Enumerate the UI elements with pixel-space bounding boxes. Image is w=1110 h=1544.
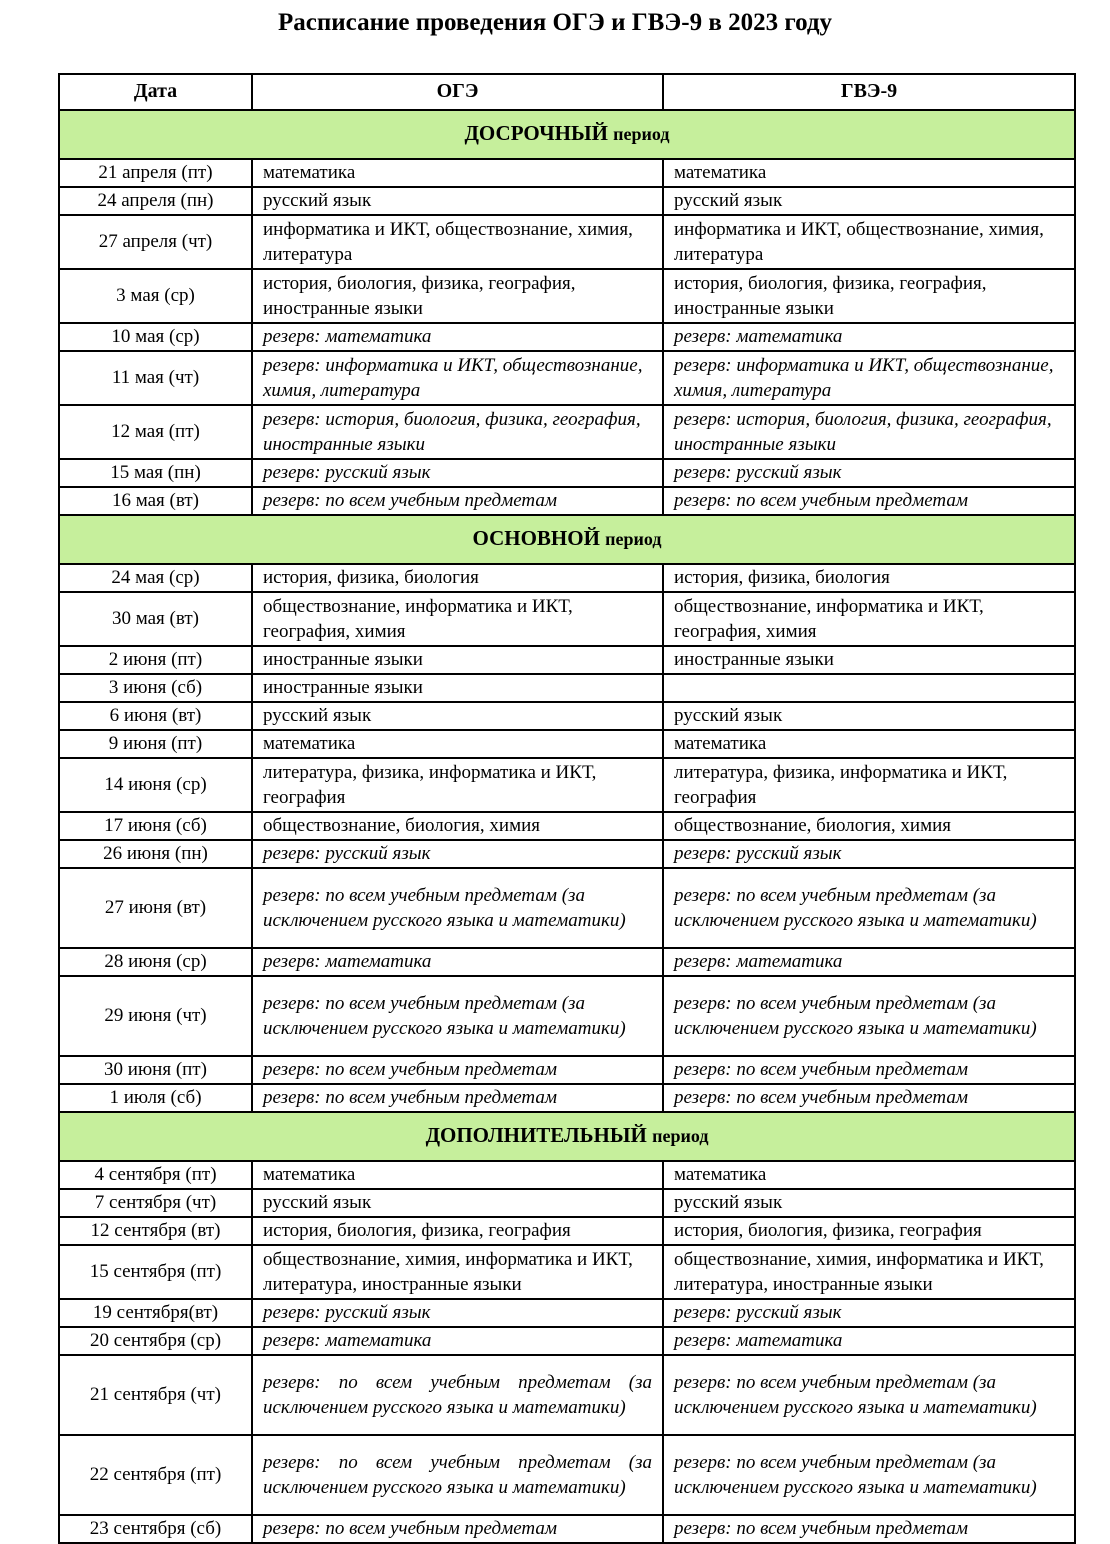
oge-cell: резерв: русский язык bbox=[252, 840, 663, 868]
date-cell: 30 мая (вт) bbox=[59, 592, 252, 646]
date-cell: 27 апреля (чт) bbox=[59, 215, 252, 269]
period-name: ДОСРОЧНЫЙ bbox=[464, 121, 608, 146]
date-cell: 23 сентября (сб) bbox=[59, 1515, 252, 1543]
table-row bbox=[59, 812, 1075, 840]
table-row bbox=[59, 1161, 1075, 1189]
oge-cell: обществознание, информатика и ИКТ, география, химия bbox=[252, 592, 663, 646]
gve-cell: резерв: по всем учебным предметам bbox=[663, 487, 1075, 515]
gve-cell: резерв: математика bbox=[663, 323, 1075, 351]
table-row bbox=[59, 1056, 1075, 1084]
date-cell: 2 июня (пт) bbox=[59, 646, 252, 674]
date-cell: 27 июня (вт) bbox=[59, 868, 252, 948]
oge-cell: обществознание, химия, информатика и ИКТ, литература, иностранные языки bbox=[252, 1245, 663, 1299]
gve-cell: обществознание, химия, информатика и ИКТ, литература, иностранные языки bbox=[663, 1245, 1075, 1299]
gve-cell: русский язык bbox=[663, 187, 1075, 215]
oge-cell: информатика и ИКТ, обществознание, химия, литература bbox=[252, 215, 663, 269]
gve-cell: русский язык bbox=[663, 702, 1075, 730]
table-row bbox=[59, 1355, 1075, 1435]
oge-cell: обществознание, биология, химия bbox=[252, 812, 663, 840]
period-header-row bbox=[59, 515, 1075, 564]
oge-cell: математика bbox=[252, 159, 663, 187]
date-cell: 14 июня (ср) bbox=[59, 758, 252, 812]
gve-cell: история, биология, физика, география bbox=[663, 1217, 1075, 1245]
table-row bbox=[59, 187, 1075, 215]
gve-cell: резерв: русский язык bbox=[663, 840, 1075, 868]
gve-cell bbox=[663, 674, 1075, 702]
gve-cell: история, физика, биология bbox=[663, 564, 1075, 592]
oge-cell: история, биология, физика, география, иностранные языки bbox=[252, 269, 663, 323]
oge-cell: русский язык bbox=[252, 702, 663, 730]
oge-cell: резерв: русский язык bbox=[252, 1299, 663, 1327]
gve-cell: резерв: математика bbox=[663, 1327, 1075, 1355]
gve-cell: иностранные языки bbox=[663, 646, 1075, 674]
date-cell: 15 сентября (пт) bbox=[59, 1245, 252, 1299]
oge-cell: резерв: по всем учебным предметам (за исключением русского языка и математики) bbox=[252, 976, 663, 1056]
table-row bbox=[59, 215, 1075, 269]
oge-cell: резерв: информатика и ИКТ, обществознание, химия, литература bbox=[252, 351, 663, 405]
gve-cell: резерв: по всем учебным предметам (за исключением русского языка и математики) bbox=[663, 976, 1075, 1056]
table-row bbox=[59, 459, 1075, 487]
table-row bbox=[59, 487, 1075, 515]
date-cell: 21 сентября (чт) bbox=[59, 1355, 252, 1435]
table-row bbox=[59, 674, 1075, 702]
oge-cell: резерв: по всем учебным предметам bbox=[252, 1084, 663, 1112]
table-row bbox=[59, 730, 1075, 758]
oge-cell: история, физика, биология bbox=[252, 564, 663, 592]
gve-cell: история, биология, физика, география, иностранные языки bbox=[663, 269, 1075, 323]
table-row bbox=[59, 1327, 1075, 1355]
table-border-stub bbox=[58, 1474, 60, 1504]
oge-cell: резерв: история, биология, физика, география, иностранные языки bbox=[252, 405, 663, 459]
table-row bbox=[59, 351, 1075, 405]
date-cell: 29 июня (чт) bbox=[59, 976, 252, 1056]
gve-cell: резерв: по всем учебным предметам (за исключением русского языка и математики) bbox=[663, 868, 1075, 948]
document-title: Расписание проведения ОГЭ и ГВЭ-9 в 2023 году bbox=[278, 9, 832, 36]
date-cell: 1 июля (сб) bbox=[59, 1084, 252, 1112]
table-row bbox=[59, 868, 1075, 948]
date-cell: 15 мая (пн) bbox=[59, 459, 252, 487]
table-row bbox=[59, 592, 1075, 646]
date-cell: 9 июня (пт) bbox=[59, 730, 252, 758]
gve-column-header: ГВЭ-9 bbox=[663, 74, 1075, 110]
table-row bbox=[59, 702, 1075, 730]
oge-cell: резерв: математика bbox=[252, 323, 663, 351]
oge-cell: резерв: по всем учебным предметам bbox=[252, 1515, 663, 1543]
gve-cell: резерв: по всем учебным предметам bbox=[663, 1056, 1075, 1084]
gve-cell: резерв: по всем учебным предметам (за исключением русского языка и математики) bbox=[663, 1435, 1075, 1515]
date-cell: 10 мая (ср) bbox=[59, 323, 252, 351]
table-row bbox=[59, 646, 1075, 674]
period-name: ОСНОВНОЙ bbox=[472, 526, 600, 551]
table-header-row bbox=[59, 74, 1075, 110]
gve-cell: математика bbox=[663, 1161, 1075, 1189]
table-row bbox=[59, 1515, 1075, 1543]
exam-schedule-table bbox=[58, 73, 1076, 1544]
date-cell: 20 сентября (ср) bbox=[59, 1327, 252, 1355]
gve-cell: информатика и ИКТ, обществознание, химия, литература bbox=[663, 215, 1075, 269]
date-cell: 26 июня (пн) bbox=[59, 840, 252, 868]
gve-cell: литература, физика, информатика и ИКТ, география bbox=[663, 758, 1075, 812]
date-cell: 24 мая (ср) bbox=[59, 564, 252, 592]
period-title bbox=[59, 515, 1075, 564]
oge-cell: математика bbox=[252, 1161, 663, 1189]
date-cell: 21 апреля (пт) bbox=[59, 159, 252, 187]
gve-cell: резерв: русский язык bbox=[663, 1299, 1075, 1327]
oge-cell: русский язык bbox=[252, 187, 663, 215]
oge-cell: резерв: по всем учебным предметам bbox=[252, 1056, 663, 1084]
gve-cell: резерв: по всем учебным предметам bbox=[663, 1084, 1075, 1112]
date-cell: 19 сентября(вт) bbox=[59, 1299, 252, 1327]
date-cell: 6 июня (вт) bbox=[59, 702, 252, 730]
table-row bbox=[59, 159, 1075, 187]
gve-cell: резерв: история, биология, физика, география, иностранные языки bbox=[663, 405, 1075, 459]
oge-cell: русский язык bbox=[252, 1189, 663, 1217]
table-row bbox=[59, 948, 1075, 976]
date-cell: 28 июня (ср) bbox=[59, 948, 252, 976]
oge-cell: резерв: по всем учебным предметам (за исключением русского языка и математики) bbox=[252, 868, 663, 948]
gve-cell: обществознание, биология, химия bbox=[663, 812, 1075, 840]
date-cell: 3 июня (сб) bbox=[59, 674, 252, 702]
oge-cell: резерв: по всем учебным предметам (за исключением русского языка и математики) bbox=[252, 1355, 663, 1435]
date-cell: 17 июня (сб) bbox=[59, 812, 252, 840]
oge-cell: резерв: русский язык bbox=[252, 459, 663, 487]
oge-cell: резерв: по всем учебным предметам (за исключением русского языка и математики) bbox=[252, 1435, 663, 1515]
table-row bbox=[59, 976, 1075, 1056]
table-row bbox=[59, 1299, 1075, 1327]
gve-cell: резерв: по всем учебным предметам bbox=[663, 1515, 1075, 1543]
date-column-header: Дата bbox=[59, 74, 252, 110]
oge-cell: иностранные языки bbox=[252, 674, 663, 702]
gve-cell: математика bbox=[663, 730, 1075, 758]
oge-cell: математика bbox=[252, 730, 663, 758]
table-row bbox=[59, 323, 1075, 351]
gve-cell: обществознание, информатика и ИКТ, география, химия bbox=[663, 592, 1075, 646]
table-row bbox=[59, 1084, 1075, 1112]
gve-cell: математика bbox=[663, 159, 1075, 187]
period-suffix: период bbox=[613, 124, 670, 145]
gve-cell: резерв: информатика и ИКТ, обществознание, химия, литература bbox=[663, 351, 1075, 405]
period-header-row bbox=[59, 110, 1075, 159]
period-name: ДОПОЛНИТЕЛЬНЫЙ bbox=[425, 1123, 647, 1148]
gve-cell: русский язык bbox=[663, 1189, 1075, 1217]
oge-column-header: ОГЭ bbox=[252, 74, 663, 110]
table-row bbox=[59, 269, 1075, 323]
period-title bbox=[59, 110, 1075, 159]
table-row bbox=[59, 1435, 1075, 1515]
date-cell: 7 сентября (чт) bbox=[59, 1189, 252, 1217]
table-row bbox=[59, 564, 1075, 592]
gve-cell: резерв: по всем учебным предметам (за исключением русского языка и математики) bbox=[663, 1355, 1075, 1435]
date-cell: 3 мая (ср) bbox=[59, 269, 252, 323]
date-cell: 24 апреля (пн) bbox=[59, 187, 252, 215]
table-row bbox=[59, 840, 1075, 868]
period-title bbox=[59, 1112, 1075, 1161]
table-row bbox=[59, 758, 1075, 812]
table-row bbox=[59, 1189, 1075, 1217]
oge-cell: история, биология, физика, география bbox=[252, 1217, 663, 1245]
oge-cell: литература, физика, информатика и ИКТ, география bbox=[252, 758, 663, 812]
table-row bbox=[59, 1245, 1075, 1299]
oge-cell: иностранные языки bbox=[252, 646, 663, 674]
table-body bbox=[59, 110, 1075, 1543]
gve-cell: резерв: математика bbox=[663, 948, 1075, 976]
date-cell: 16 мая (вт) bbox=[59, 487, 252, 515]
period-suffix: период bbox=[605, 529, 662, 550]
oge-cell: резерв: по всем учебным предметам bbox=[252, 487, 663, 515]
oge-cell: резерв: математика bbox=[252, 1327, 663, 1355]
oge-cell: резерв: математика bbox=[252, 948, 663, 976]
period-suffix: период bbox=[652, 1126, 709, 1147]
date-cell: 30 июня (пт) bbox=[59, 1056, 252, 1084]
period-header-row bbox=[59, 1112, 1075, 1161]
table-row bbox=[59, 1217, 1075, 1245]
date-cell: 12 сентября (вт) bbox=[59, 1217, 252, 1245]
gve-cell: резерв: русский язык bbox=[663, 459, 1075, 487]
date-cell: 4 сентября (пт) bbox=[59, 1161, 252, 1189]
date-cell: 22 сентября (пт) bbox=[59, 1435, 252, 1515]
date-cell: 12 мая (пт) bbox=[59, 405, 252, 459]
date-cell: 11 мая (чт) bbox=[59, 351, 252, 405]
table-row bbox=[59, 405, 1075, 459]
